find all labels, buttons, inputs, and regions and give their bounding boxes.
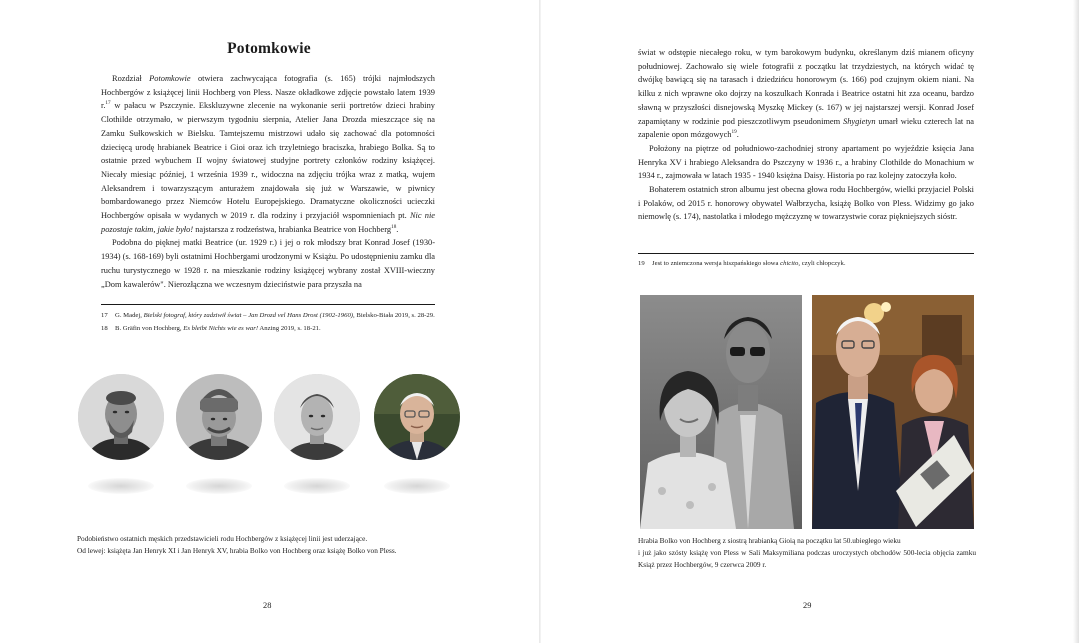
caption-line: i już jako szósty książę von Pless w Sali Maksymiliana podczas uroczystych obchodów 500-lecia objęcia zamku Książ przez Hochbergów, 9 czerwca 2009 r.: [638, 548, 976, 570]
caption-line: Hrabia Bolko von Hochberg z siostrą hrabianką Gioią na początku lat 50.ubiegłego wieku: [638, 536, 901, 545]
right-footnotes: [638, 259, 974, 272]
footnote: [101, 311, 435, 321]
right-caption: [638, 535, 976, 572]
portrait-bolko-von-hochberg: [274, 374, 360, 460]
italic-text: Potomkowie: [149, 74, 191, 83]
text-run: Bohaterem ostatnich stron albumu jest obecna głowa rodu Hochbergów, wielki przyjaciel Polski i Polaków, od 2015 r. honorowy obywatel Wałbrzycha, książę Bolko von Pless. Widzimy go jako niemowlę (s. 174), nastolatka i młodego mężczyznę w towarzystwie coraz piękniejszych sióstr.: [638, 185, 974, 222]
right-body-text: [638, 46, 974, 224]
italic-text: Shygietyn: [843, 116, 876, 126]
photo-illustration: [640, 295, 802, 529]
left-paragraph: [101, 72, 435, 236]
text-run: Podobna do pięknej matki Beatrice (ur. 1929 r.) i jej o rok młodszy brat Konrad Josef (1930-1934) (s. 168-169) byli ostatnimi Hochbergami urodzonymi w Książu. Po udostępnieniu zamku dla ruchu turystycznego w 1928 r. na mieszkanie rodziny książęcej wybrany został XVIII-wieczny „Dom kawalerów". Nierozłączna we wczesnym dzieciństwie para przyszła na: [101, 238, 435, 289]
italic-text: chicito: [780, 260, 799, 267]
portrait-illustration: [274, 374, 360, 460]
page-edge: [1073, 0, 1079, 643]
text-run: umarł wieku czterech lat na zapalenie opon mózgowych: [638, 116, 974, 140]
footnote-divider: [638, 253, 974, 254]
left-page: [0, 0, 539, 643]
photo-prince-at-ceremony: [812, 295, 974, 529]
caption-line: Podobieństwo ostatnich męskich przedstawicieli rodu Hochbergów z książęcej linii jest uderzające.: [77, 534, 368, 543]
text-run: najstarsza z rodzeństwa, hrabianka Beatrice von Hochberg: [193, 224, 392, 234]
portrait-shadow: [384, 478, 450, 494]
photo-bolko-and-gioia: [640, 295, 802, 529]
portrait-jan-henryk-xi: [78, 374, 164, 460]
text-run: w pałacu w Pszczynie. Ekskluzywne zlecenie na wykonanie serii portretów dzieci hrabiny Clothilde otrzymało, w pierwszym tygodniu sierpnia, Atelier Jana Drozda mieszczące się na Zamku Sułkowskich w Bielsku. Tamtejszemu mistrzowi udało się zachować dla potomności dziecięcą urodę hrabianek Beatrice i Gioi oraz ich trzyletniego braciszka, hrabiego Bolka. Są to ostatnie przed wybuchem II wojny światowej studyjne portrety członków rodziny książęcej. Niecały miesiąc później, 1 września 1939 r., widoczna na zdjęciu trójka wraz z matką, wujem Aleksandrem i towarzyszącym anturażem znajdowała się już w Warszawie, w piwnicy bombardowanego przez Niemców Hotelu Europejskiego. Dramatyczne okoliczności ucieczki Hochbergów opisała w wydanych w 2019 r. dla rodziny i przyjaciół wspomnieniach pt.: [101, 101, 435, 221]
footnote-divider: [101, 304, 435, 305]
text-run: .: [396, 224, 399, 234]
footnote-text: [115, 325, 321, 332]
text-run: świat w odstępie niecałego roku, w tym barokowym budynku, określanym dziś mianem oficyny południowej. Zachowało się wiele fotografii z początku lat trzydziestych, na których widać tę dwójkę bawiącą się na tarasach i dziedzińcu honorowym (s. 166) pod czujnym okiem niani. Na kilku z nich wprawne oko dojrzy na koszulkach Konrada i Beatrice ostatni hit zza oceanu, bardzo sławną w przyszłości disnejowską Myszkę Mickey (s. 167) w jej najstarszej wersji. Konrad Josef zapamiętany w rodzinie pod pieszczotliwym pseudonimem: [638, 48, 974, 126]
left-body-text: [101, 72, 435, 291]
footnote: [101, 324, 435, 334]
italic-text: Nic nie pozostaje takim, jakie było!: [101, 211, 436, 234]
right-paragraph: [638, 142, 974, 183]
right-paragraph: [638, 46, 974, 142]
right-paragraph: [638, 183, 974, 224]
italic-text: Es bleibt Nichts wie es war!: [183, 324, 259, 332]
page-number: 28: [263, 601, 272, 610]
chapter-title: Potomkowie: [227, 40, 311, 57]
portrait-shadow: [284, 478, 350, 494]
text-run: , czyli chłopczyk.: [798, 260, 846, 267]
left-footnotes: [101, 311, 435, 336]
text-run: Jest to zniemczona wersja hiszpańskiego słowa: [652, 260, 781, 267]
footnote-ref: 19: [731, 129, 737, 136]
portrait-shadow: [186, 478, 252, 494]
footnote-text: [652, 260, 846, 267]
portrait-illustration: [176, 374, 262, 460]
portrait-illustration: [374, 374, 460, 460]
portrait-illustration: [78, 374, 164, 460]
text-run: B. Gräfin von Hochberg,: [115, 324, 184, 332]
text-run: Położony na piętrze od południowo-zachodniej strony apartament po wyjeździe księcia Jana Henryka XV i hrabiego Aleksandra do Pszczyny w 1936 r., a hrabiny Clothilde do Monachium w 1934 r., zajmowała w latach 1935 - 1940 księżna Daisy. Historia po raz kolejny zatoczyła koło.: [638, 143, 974, 181]
footnote-number: 18: [101, 324, 108, 332]
footnote-ref: 18: [391, 223, 397, 230]
photo-illustration: [812, 295, 974, 529]
text-run: G. Madej,: [115, 312, 144, 319]
text-run: Anzing 2019, s. 18-21.: [258, 324, 321, 332]
portrait-shadow: [88, 478, 154, 494]
footnote-text: [115, 312, 435, 319]
portrait-jan-henryk-xv: [176, 374, 262, 460]
right-page: [541, 0, 1073, 643]
footnote: [638, 259, 974, 269]
page-number: 29: [803, 601, 812, 610]
left-paragraph: [101, 236, 435, 291]
text-run: Rozdział: [112, 74, 150, 83]
italic-text: Bielski fotograf, który zadziwił świat – Jan Drozd vel Hans Drost (1902-1960): [143, 312, 354, 319]
footnote-number: 19: [638, 260, 645, 267]
footnote-ref: 17: [105, 100, 111, 107]
text-run: .: [736, 130, 739, 140]
left-caption: [77, 533, 477, 557]
text-run: otwiera zachwycająca fotografia (s. 165) trójki najmłodszych Hochbergów z książęcej linii Hochberg von Pless. Nasze okładkowe zdjęcie powstało latem 1939 r.: [101, 74, 435, 111]
portrait-bolko-von-pless: [374, 374, 460, 460]
caption-line: Od lewej: książęta Jan Henryk XI i Jan Henryk XV, hrabia Bolko von Hochberg oraz książę Bolko von Pless.: [77, 546, 397, 556]
footnote-number: 17: [101, 312, 108, 319]
text-run: , Bielsko-Biała 2019, s. 28-29.: [353, 312, 435, 319]
